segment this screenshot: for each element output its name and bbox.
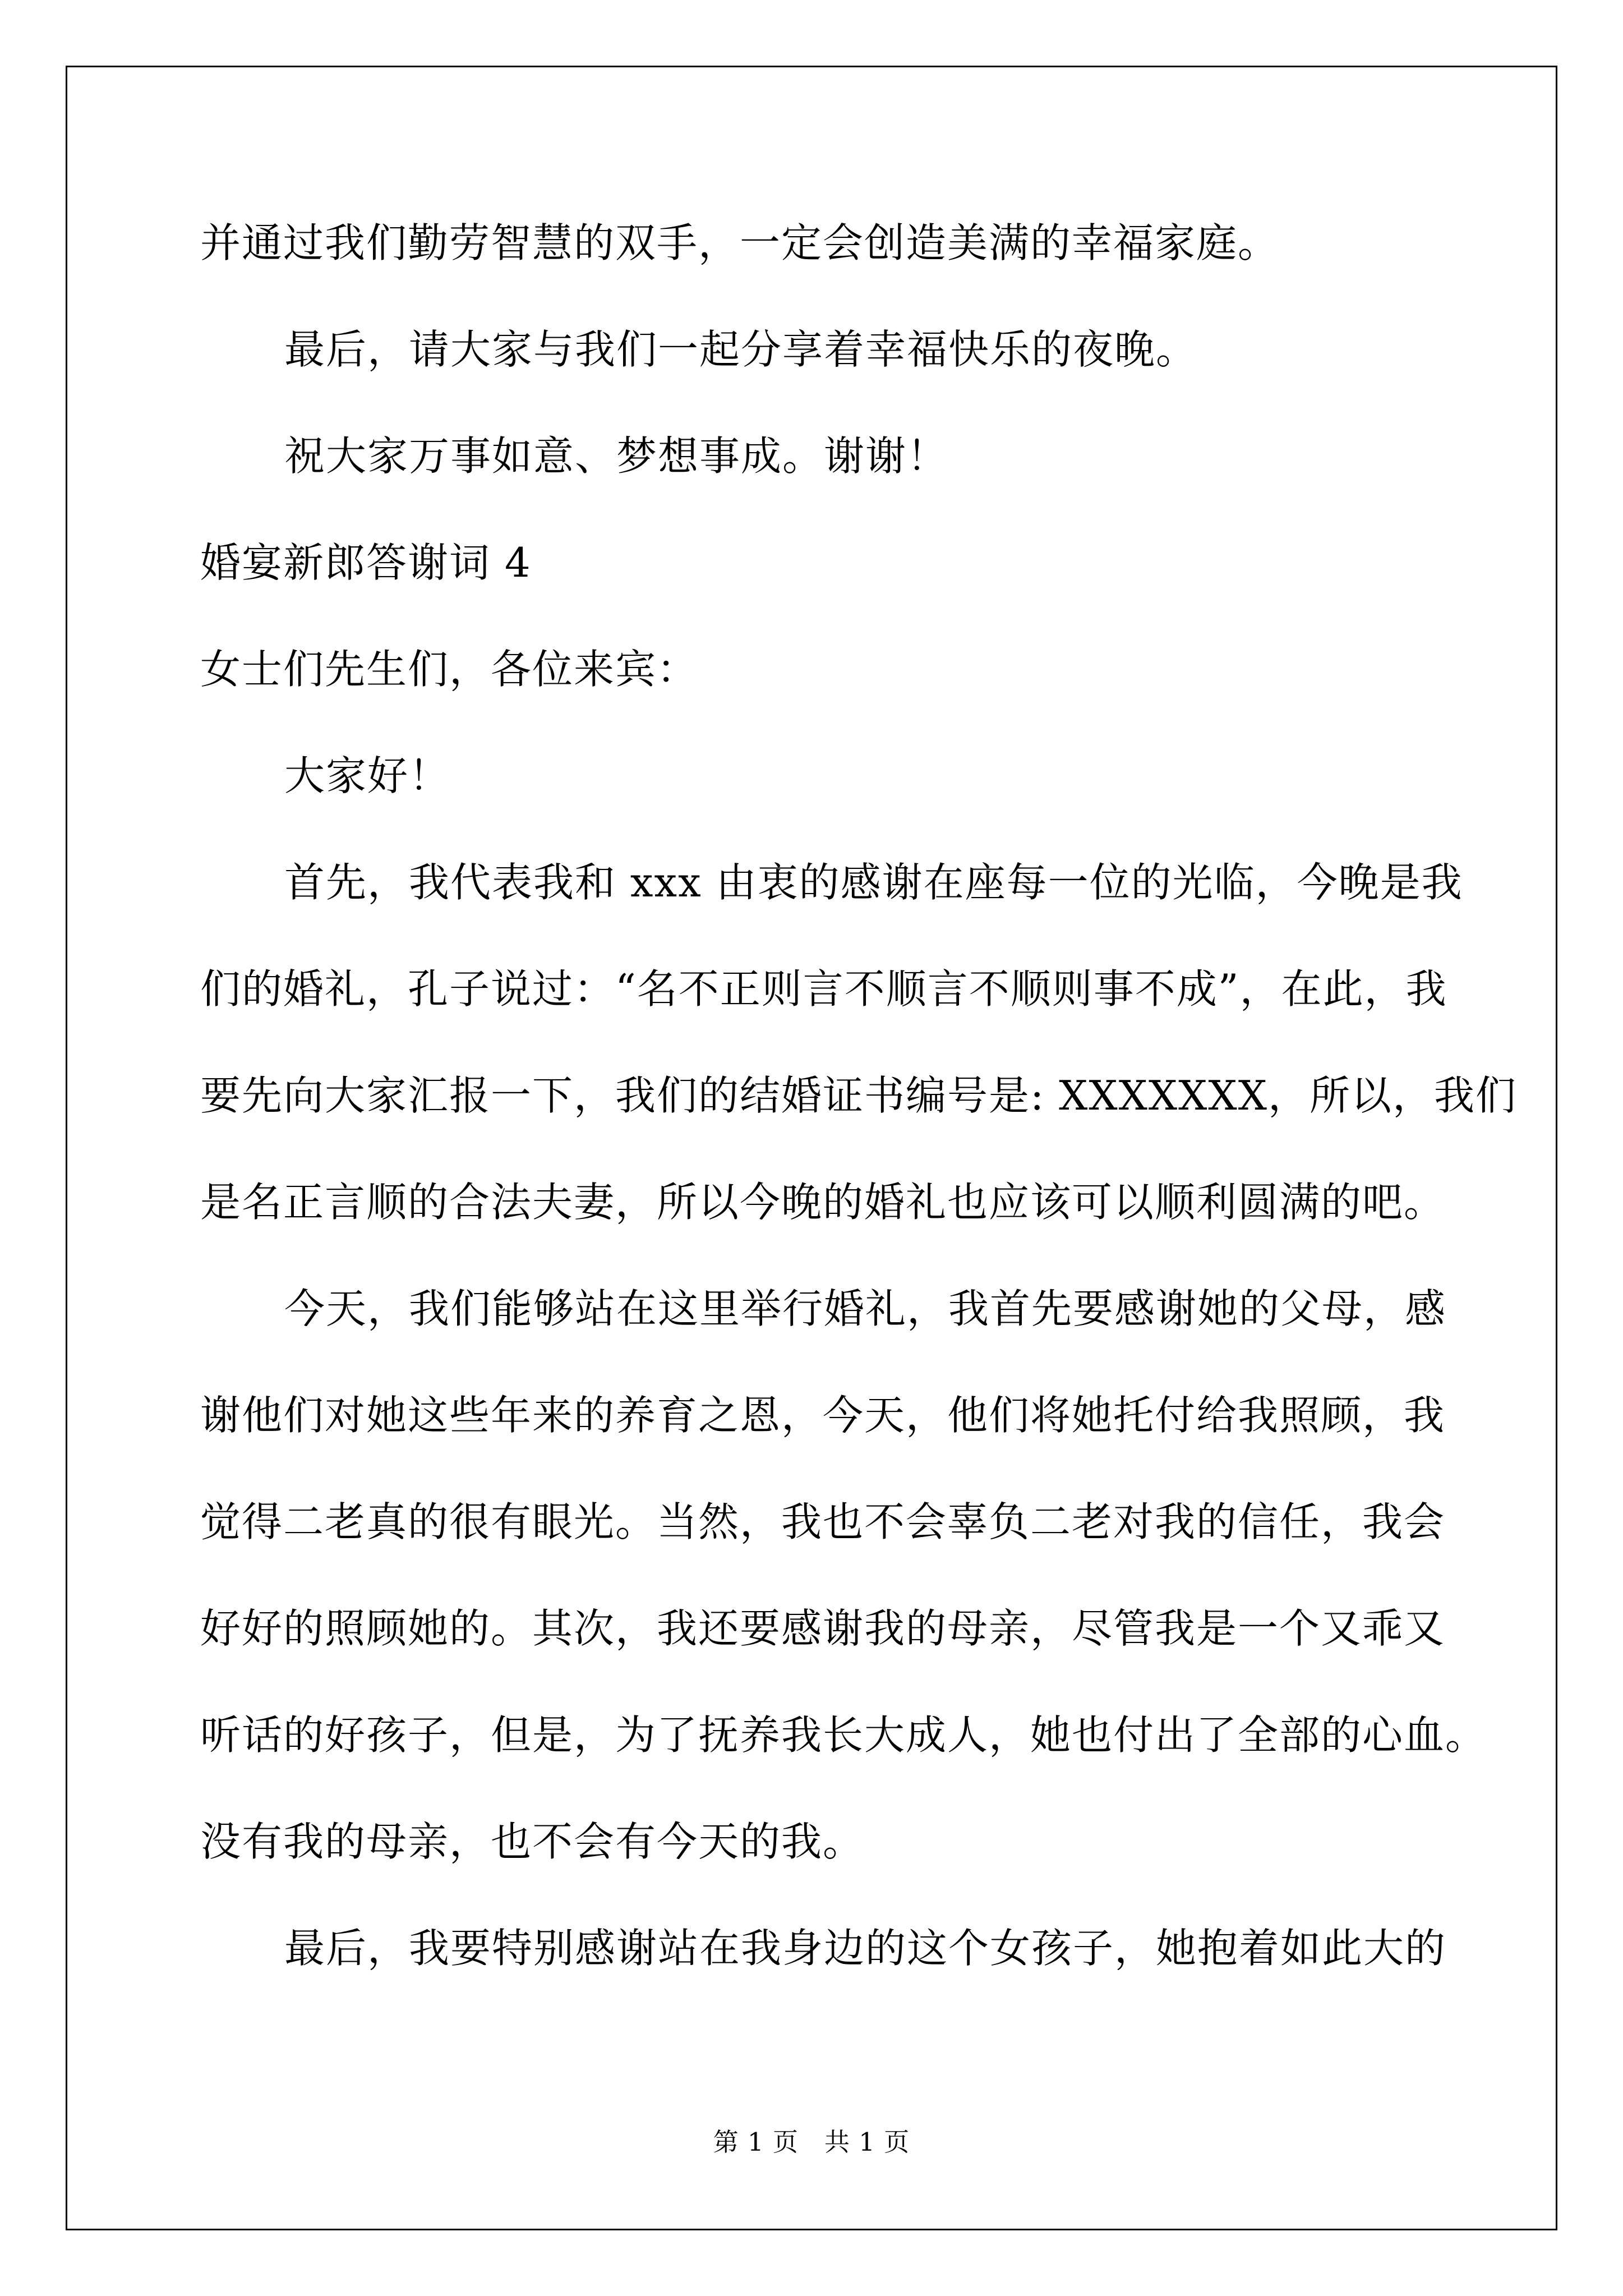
text-line: 没有我的母亲，也不会有今天的我。: [200, 1818, 865, 1865]
text-line: 今天，我们能够站在这里举行婚礼，我首先要感谢她的父母，感: [284, 1285, 1447, 1332]
text-line: 最后，请大家与我们一起分享着幸福快乐的夜晚。: [284, 326, 1198, 373]
text-line: 觉得二老真的很有眼光。当然，我也不会辜负二老对我的信任，我会: [200, 1498, 1446, 1545]
text-line: 好好的照顾她的。其次，我还要感谢我的母亲，尽管我是一个又乖又: [200, 1605, 1446, 1652]
text-line: 女士们先生们，各位来宾：: [200, 646, 699, 693]
text-line: 要先向大家汇报一下，我们的结婚证书编号是: XXXXXXX，所以，我们: [200, 1072, 1517, 1119]
text-line: 最后，我要特别感谢站在我身边的这个女孩子，她抱着如此大的: [284, 1925, 1447, 1972]
text-line: 听话的好孩子，但是，为了抚养我长大成人，她也付出了全部的心血。: [200, 1711, 1487, 1759]
text-line: 是名正言顺的合法夫妻，所以今晚的婚礼也应该可以顺利圆满的吧。: [200, 1179, 1446, 1226]
text-line: 大家好！: [284, 752, 451, 799]
text-line: 们的婚礼，孔子说过：“名不正则言不顺言不顺则事不成”，在此，我: [200, 965, 1447, 1013]
text-line: 首先，我代表我和 xxx 由衷的感谢在座每一位的光临，今晚是我: [284, 859, 1463, 906]
text-line: 祝大家万事如意、梦想事成。谢谢！: [284, 432, 949, 480]
text-line: 谢他们对她这些年来的养育之恩，今天，他们将她托付给我照顾，我: [200, 1392, 1446, 1439]
section-heading: 婚宴新郎答谢词 4: [200, 539, 532, 586]
text-line: 并通过我们勤劳智慧的双手，一定会创造美满的幸福家庭。: [200, 219, 1280, 266]
page-footer: 第 1 页 共 1 页: [713, 2127, 910, 2157]
page-frame: [66, 66, 1557, 2230]
